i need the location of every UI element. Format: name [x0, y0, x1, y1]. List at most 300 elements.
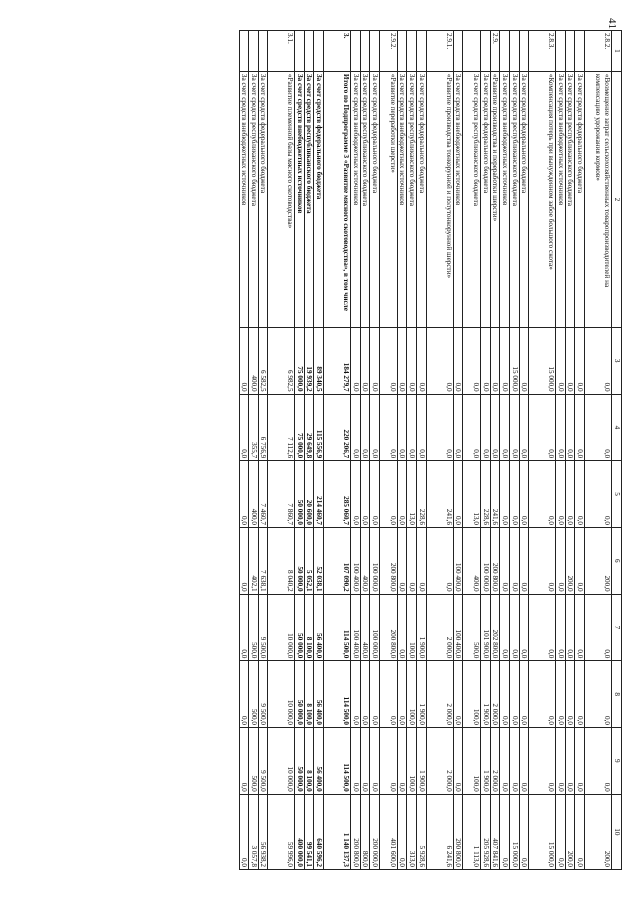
- value-cell: 56 400,0: [314, 727, 324, 794]
- value-cell: 0,0: [239, 794, 249, 869]
- row-code: 2.8.2.: [585, 31, 612, 72]
- value-cell: 184 279,7: [324, 327, 351, 394]
- value-cell: 1 900,0: [417, 594, 427, 661]
- value-cell: 0,0: [397, 794, 407, 869]
- value-cell: 0,0: [510, 661, 520, 728]
- table-row: [360, 31, 370, 870]
- column-number-row: [612, 31, 622, 870]
- value-cell: 0,0: [575, 327, 585, 394]
- value-cell: 29 649,8: [304, 394, 314, 461]
- value-cell: 0,0: [426, 327, 453, 394]
- value-cell: 0,0: [463, 394, 481, 461]
- value-cell: 0,0: [370, 727, 380, 794]
- table-row: [351, 31, 361, 870]
- value-cell: 0,0: [529, 394, 556, 461]
- value-cell: 0,0: [379, 461, 397, 528]
- row-name: «Развитие производства и переработки шерсти»: [490, 71, 500, 327]
- value-cell: 800,0: [360, 794, 370, 869]
- row-name: За счет средств внебюджетных источников: [500, 71, 510, 327]
- value-cell: 0,0: [397, 527, 407, 594]
- value-cell: 1 140 137,3: [324, 794, 351, 869]
- row-name: За счет средств федерального бюджета: [575, 71, 585, 327]
- table-row: [565, 31, 575, 870]
- value-cell: 0,0: [453, 727, 463, 794]
- row-name: За счет средств республиканского бюджета: [463, 71, 481, 327]
- value-cell: 0,0: [239, 527, 249, 594]
- row-code: [351, 31, 361, 72]
- value-cell: 0,0: [510, 594, 520, 661]
- value-cell: 114 500,0: [324, 594, 351, 661]
- table-row: [304, 31, 314, 870]
- row-code: 3.: [324, 31, 351, 72]
- value-cell: 100 400,0: [351, 527, 361, 594]
- value-cell: 8 100,0: [304, 661, 314, 728]
- table-row: [370, 31, 380, 870]
- value-cell: 0,0: [519, 327, 529, 394]
- value-cell: 0,0: [529, 461, 556, 528]
- value-cell: 0,0: [239, 327, 249, 394]
- value-cell: 0,0: [379, 661, 397, 728]
- value-cell: 228,6: [481, 461, 491, 528]
- table-row: [239, 31, 249, 870]
- value-cell: 200 800,0: [351, 794, 361, 869]
- value-cell: 0,0: [510, 394, 520, 461]
- value-cell: 0,0: [529, 594, 556, 661]
- row-name: За счет средств федерального бюджета: [370, 71, 380, 327]
- row-name: За счет средств внебюджетных источников: [453, 71, 463, 327]
- value-cell: 0,0: [370, 661, 380, 728]
- table-row: [510, 31, 520, 870]
- table-body: [239, 31, 611, 870]
- value-cell: 107 090,2: [324, 527, 351, 594]
- value-cell: 0,0: [453, 394, 463, 461]
- row-name: За счет средств республиканского бюджета: [407, 71, 417, 327]
- value-cell: 100,0: [407, 661, 417, 728]
- table-row: [268, 31, 295, 870]
- value-cell: 50 000,0: [295, 594, 305, 661]
- table-row: [258, 31, 268, 870]
- value-cell: 8 040,2: [268, 527, 295, 594]
- value-cell: 0,0: [556, 594, 566, 661]
- value-cell: 228,6: [417, 461, 427, 528]
- table-row: [500, 31, 510, 870]
- row-code: [510, 31, 520, 72]
- row-code: [565, 31, 575, 72]
- value-cell: 0,0: [519, 794, 529, 869]
- value-cell: 0,0: [575, 594, 585, 661]
- row-code: [258, 31, 268, 72]
- value-cell: 9 500,0: [258, 661, 268, 728]
- value-cell: 0,0: [565, 661, 575, 728]
- value-cell: 75 000,0: [295, 327, 305, 394]
- value-cell: 0,0: [407, 327, 417, 394]
- value-cell: 0,0: [397, 394, 407, 461]
- table-row: [379, 31, 397, 870]
- value-cell: 0,0: [519, 394, 529, 461]
- value-cell: 0,0: [529, 527, 556, 594]
- value-cell: 50 000,0: [295, 727, 305, 794]
- value-cell: 0,0: [417, 394, 427, 461]
- value-cell: 0,0: [490, 394, 500, 461]
- value-cell: 0,0: [463, 327, 481, 394]
- value-cell: 9 500,0: [258, 594, 268, 661]
- value-cell: 7 460,7: [258, 461, 268, 528]
- table-row: [585, 31, 612, 870]
- value-cell: 400 000,0: [295, 794, 305, 869]
- value-cell: 0,0: [351, 661, 361, 728]
- value-cell: 407 841,6: [490, 794, 500, 869]
- row-name: За счет средств республиканского бюджета: [565, 71, 575, 327]
- value-cell: 15 000,0: [529, 794, 556, 869]
- value-cell: 0,0: [519, 727, 529, 794]
- row-name: «Развитие производства тонкорунной и полутонкорунной шерсти»: [426, 71, 453, 327]
- value-cell: 50 000,0: [295, 527, 305, 594]
- row-name: «Развитие племенной базы мясного скотоводства»: [268, 71, 295, 327]
- col-header: 1: [612, 31, 622, 72]
- value-cell: 114 500,0: [324, 727, 351, 794]
- value-cell: 200 000,0: [370, 794, 380, 869]
- row-name: За счет средств внебюджетных источников: [351, 71, 361, 327]
- table-row: [481, 31, 491, 870]
- row-name: За счет средств внебюджетных источников: [556, 71, 566, 327]
- value-cell: 0,0: [500, 794, 510, 869]
- value-cell: 8 100,0: [304, 594, 314, 661]
- value-cell: 0,0: [500, 461, 510, 528]
- value-cell: 0,0: [481, 327, 491, 394]
- value-cell: 7 112,6: [268, 394, 295, 461]
- value-cell: 0,0: [351, 461, 361, 528]
- row-code: [360, 31, 370, 72]
- row-name: За счет средств федерального бюджета: [314, 71, 324, 327]
- value-cell: 0,0: [379, 394, 397, 461]
- value-cell: 400,0: [360, 527, 370, 594]
- value-cell: 0,0: [379, 727, 397, 794]
- value-cell: 0,0: [519, 661, 529, 728]
- value-cell: 402,1: [249, 527, 259, 594]
- row-code: [519, 31, 529, 72]
- row-code: [304, 31, 314, 72]
- value-cell: 0,0: [556, 394, 566, 461]
- value-cell: 0,0: [510, 527, 520, 594]
- value-cell: 10 000,0: [268, 727, 295, 794]
- value-cell: 0,0: [397, 727, 407, 794]
- value-cell: 6 756,9: [258, 394, 268, 461]
- row-code: 2.9.1.: [426, 31, 453, 72]
- value-cell: 355,7: [249, 394, 259, 461]
- value-cell: 50 000,0: [295, 661, 305, 728]
- table-row: [295, 31, 305, 870]
- value-cell: 400,0: [249, 461, 259, 528]
- value-cell: 0,0: [510, 727, 520, 794]
- value-cell: 0,0: [360, 661, 370, 728]
- table-row: [397, 31, 407, 870]
- value-cell: 500,0: [249, 594, 259, 661]
- value-cell: 0,0: [481, 394, 491, 461]
- value-cell: 2 000,0: [426, 661, 453, 728]
- value-cell: 0,0: [500, 727, 510, 794]
- value-cell: 100,0: [407, 727, 417, 794]
- col-header: 10: [612, 794, 622, 869]
- value-cell: 5 052,1: [304, 527, 314, 594]
- value-cell: 89 340,5: [314, 327, 324, 394]
- value-cell: 0,0: [519, 594, 529, 661]
- value-cell: 1 900,0: [481, 727, 491, 794]
- value-cell: 0,0: [565, 461, 575, 528]
- row-code: 2.8.3.: [529, 31, 556, 72]
- value-cell: 0,0: [575, 794, 585, 869]
- value-cell: 0,0: [500, 327, 510, 394]
- value-cell: 2 000,0: [426, 594, 453, 661]
- value-cell: 100 000,0: [370, 594, 380, 661]
- value-cell: 0,0: [239, 661, 249, 728]
- table-row: [324, 31, 351, 870]
- row-name: «Компенсация потерь при вынужденном забое большого скота»: [529, 71, 556, 327]
- value-cell: 0,0: [453, 461, 463, 528]
- value-cell: 0,0: [565, 327, 575, 394]
- table-row: [529, 31, 556, 870]
- value-cell: 401 600,0: [379, 794, 397, 869]
- col-header: 5: [612, 461, 622, 528]
- row-code: [370, 31, 380, 72]
- value-cell: 500,0: [463, 594, 481, 661]
- value-cell: 100,0: [463, 727, 481, 794]
- value-cell: 500,0: [249, 727, 259, 794]
- value-cell: 6 582,5: [258, 327, 268, 394]
- value-cell: 0,0: [397, 594, 407, 661]
- value-cell: 0,0: [575, 727, 585, 794]
- col-header: 3: [612, 327, 622, 394]
- value-cell: 0,0: [370, 461, 380, 528]
- value-cell: 0,0: [585, 661, 612, 728]
- value-cell: 200 800,0: [379, 527, 397, 594]
- value-cell: 200,0: [585, 527, 612, 594]
- col-header: 6: [612, 527, 622, 594]
- value-cell: 0,0: [490, 327, 500, 394]
- row-name: За счет средств федерального бюджета: [258, 71, 268, 327]
- value-cell: 0,0: [360, 394, 370, 461]
- value-cell: 0,0: [500, 661, 510, 728]
- value-cell: 0,0: [417, 327, 427, 394]
- value-cell: 10 000,0: [268, 661, 295, 728]
- row-name: За счет средств федерального бюджета: [417, 71, 427, 327]
- value-cell: 220 206,7: [324, 394, 351, 461]
- table-row: [519, 31, 529, 870]
- value-cell: 100 000,0: [370, 527, 380, 594]
- value-cell: 200,0: [565, 794, 575, 869]
- value-cell: 241,6: [490, 461, 500, 528]
- value-cell: 1 900,0: [417, 661, 427, 728]
- value-cell: 0,0: [360, 727, 370, 794]
- value-cell: 0,0: [585, 727, 612, 794]
- value-cell: 6 241,6: [426, 794, 453, 869]
- value-cell: 75 000,0: [295, 394, 305, 461]
- value-cell: 0,0: [407, 394, 417, 461]
- value-cell: 59 996,0: [268, 794, 295, 869]
- value-cell: 200,0: [585, 794, 612, 869]
- value-cell: 214 460,7: [314, 461, 324, 528]
- row-name: За счет средств республиканского бюджета: [249, 71, 259, 327]
- value-cell: 99 541,1: [304, 794, 314, 869]
- value-cell: 100 400,0: [453, 594, 463, 661]
- value-cell: 0,0: [575, 661, 585, 728]
- value-cell: 0,0: [575, 527, 585, 594]
- value-cell: 3 057,8: [249, 794, 259, 869]
- rotated-table-sheet: [82, 30, 622, 870]
- value-cell: 0,0: [239, 461, 249, 528]
- value-cell: 7 860,7: [268, 461, 295, 528]
- value-cell: 2 000,0: [426, 727, 453, 794]
- value-cell: 0,0: [529, 727, 556, 794]
- value-cell: 400,0: [249, 327, 259, 394]
- value-cell: 0,0: [529, 661, 556, 728]
- row-name: За счет средств внебюджетных источников: [295, 71, 305, 327]
- value-cell: 200 800,0: [490, 527, 500, 594]
- value-cell: 0,0: [351, 327, 361, 394]
- value-cell: 0,0: [585, 461, 612, 528]
- value-cell: 15 000,0: [510, 794, 520, 869]
- value-cell: 2 000,0: [490, 661, 500, 728]
- value-cell: 0,0: [397, 661, 407, 728]
- value-cell: 200,0: [565, 527, 575, 594]
- value-cell: 2 000,0: [490, 727, 500, 794]
- row-code: 3.1.: [268, 31, 295, 72]
- row-code: [556, 31, 566, 72]
- table-row: [314, 31, 324, 870]
- value-cell: 400,0: [463, 527, 481, 594]
- value-cell: 101 900,0: [481, 594, 491, 661]
- value-cell: 0,0: [397, 461, 407, 528]
- col-header: 9: [612, 727, 622, 794]
- row-name: «Возмещение затрат сельскохозяйственных товаропроизводителей на компенсацию удорожания кормов»: [585, 71, 612, 327]
- value-cell: 5 928,6: [417, 794, 427, 869]
- value-cell: 0,0: [239, 394, 249, 461]
- row-code: [417, 31, 427, 72]
- value-cell: 100,0: [407, 594, 417, 661]
- row-code: [463, 31, 481, 72]
- col-header: 2: [612, 71, 622, 327]
- value-cell: 202 800,0: [490, 594, 500, 661]
- value-cell: 0,0: [519, 527, 529, 594]
- value-cell: 400,0: [360, 594, 370, 661]
- value-cell: 8 100,0: [304, 727, 314, 794]
- value-cell: 0,0: [370, 327, 380, 394]
- value-cell: 0,0: [556, 327, 566, 394]
- budget-table: [239, 30, 622, 870]
- value-cell: 0,0: [565, 394, 575, 461]
- row-name: Итого по Подпрограмме 3 «Развитие мясного скотоводства», в том числе: [324, 71, 351, 327]
- value-cell: 205 928,6: [481, 794, 491, 869]
- col-header: 8: [612, 661, 622, 728]
- value-cell: 100 400,0: [351, 594, 361, 661]
- value-cell: 114 500,0: [324, 661, 351, 728]
- row-code: 2.9.2.: [379, 31, 397, 72]
- value-cell: 0,0: [379, 327, 397, 394]
- table-row: [556, 31, 566, 870]
- value-cell: 9 500,0: [258, 727, 268, 794]
- value-cell: 0,0: [397, 327, 407, 394]
- col-header: 7: [612, 594, 622, 661]
- value-cell: 0,0: [426, 394, 453, 461]
- value-cell: 0,0: [556, 661, 566, 728]
- page-number: 41: [606, 18, 618, 29]
- row-code: [500, 31, 510, 72]
- value-cell: 20 600,0: [304, 461, 314, 528]
- value-cell: 0,0: [565, 727, 575, 794]
- table-row: [249, 31, 259, 870]
- value-cell: 0,0: [575, 394, 585, 461]
- col-header: 4: [612, 394, 622, 461]
- table-row: [426, 31, 453, 870]
- row-name: За счет средств республиканского бюджета: [360, 71, 370, 327]
- value-cell: 50 000,0: [295, 461, 305, 528]
- value-cell: 0,0: [565, 594, 575, 661]
- value-cell: 0,0: [453, 327, 463, 394]
- value-cell: 10 000,0: [268, 594, 295, 661]
- value-cell: 313,0: [407, 794, 417, 869]
- row-code: [239, 31, 249, 72]
- value-cell: 0,0: [585, 394, 612, 461]
- value-cell: 56 400,0: [314, 594, 324, 661]
- value-cell: 100 000,0: [481, 527, 491, 594]
- value-cell: 200 800,0: [379, 594, 397, 661]
- value-cell: 500,0: [249, 661, 259, 728]
- value-cell: 640 596,2: [314, 794, 324, 869]
- row-name: «Развитие переработки шерсти»: [379, 71, 397, 327]
- value-cell: 0,0: [239, 727, 249, 794]
- value-cell: 0,0: [575, 461, 585, 528]
- value-cell: 0,0: [426, 527, 453, 594]
- value-cell: 100 400,0: [453, 527, 463, 594]
- table-row: [417, 31, 427, 870]
- value-cell: 0,0: [500, 594, 510, 661]
- row-name: За счет средств внебюджетных источников: [397, 71, 407, 327]
- value-cell: 0,0: [556, 461, 566, 528]
- value-cell: 241,6: [426, 461, 453, 528]
- row-code: [407, 31, 417, 72]
- table-row: [453, 31, 463, 870]
- table-row: [575, 31, 585, 870]
- value-cell: 1 900,0: [481, 661, 491, 728]
- value-cell: 285 060,7: [324, 461, 351, 528]
- row-name: За счет средств федерального бюджета: [481, 71, 491, 327]
- value-cell: 7 638,1: [258, 527, 268, 594]
- value-cell: 0,0: [510, 461, 520, 528]
- row-code: [575, 31, 585, 72]
- value-cell: 0,0: [556, 727, 566, 794]
- value-cell: 0,0: [585, 594, 612, 661]
- value-cell: 100,0: [463, 661, 481, 728]
- row-code: [249, 31, 259, 72]
- row-name: За счет средств внебюджетных источников: [239, 71, 249, 327]
- table-row: [490, 31, 500, 870]
- value-cell: 0,0: [556, 527, 566, 594]
- value-cell: 200 800,0: [453, 794, 463, 869]
- row-name: За счет средств федерального бюджета: [519, 71, 529, 327]
- value-cell: 0,0: [585, 327, 612, 394]
- value-cell: 6 982,5: [268, 327, 295, 394]
- value-cell: 1 900,0: [417, 727, 427, 794]
- value-cell: 115 556,9: [314, 394, 324, 461]
- table-row: [407, 31, 417, 870]
- value-cell: 0,0: [500, 527, 510, 594]
- value-cell: 15 000,0: [529, 327, 556, 394]
- row-code: [314, 31, 324, 72]
- value-cell: 0,0: [556, 794, 566, 869]
- value-cell: 0,0: [239, 594, 249, 661]
- value-cell: 15 000,0: [510, 327, 520, 394]
- value-cell: 0,0: [453, 661, 463, 728]
- value-cell: 0,0: [370, 394, 380, 461]
